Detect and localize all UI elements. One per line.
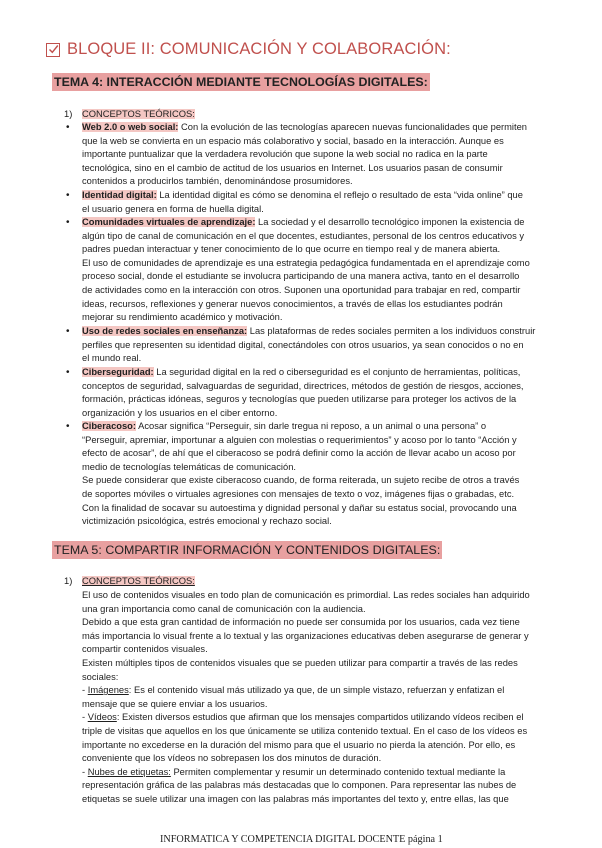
videos-dash: -: [82, 712, 88, 723]
bullet-icon: •: [66, 367, 70, 378]
checkbox-icon: [46, 43, 60, 57]
tema4-section-label: CONCEPTOS TEÓRICOS:: [82, 109, 195, 119]
tema5-section-number: 1): [64, 576, 73, 586]
tema5-title: TEMA 5: COMPARTIR INFORMACIÓN Y CONTENIDOS DIGITALES:: [54, 543, 441, 557]
bullet-icon: •: [66, 217, 70, 228]
bullet-icon: •: [66, 421, 70, 432]
imagenes-term: Imágenes: [87, 685, 129, 696]
block-title: BLOQUE II: COMUNICACIÓN Y COLABORACIÓN:: [67, 40, 451, 58]
bullet-icon: •: [66, 190, 70, 201]
block-heading: [46, 40, 451, 59]
nubes-dash: -: [82, 766, 88, 777]
tema4-section-number: 1): [64, 109, 73, 119]
tema5-intro: El uso de contenidos visuales en todo plan de comunicación es primordial. Las redes sociales han adquirido una gran importancia como canal de comunicación con la audiencia. Debido a que esta gran cantidad de información no puede ser consumida por los usuarios, cada vez tiene más importancia lo visual frente a lo textual y las organizaciones educativas deben asegurarse de generar y compartir contenidos visuales. Existen múltiples tipos de contenidos visuales que se pueden utilizar para compartir a través de las redes sociales: - Imágenes: Es el contenido visual más utilizado ya que, de un simple vistazo, refuerzan y enfatizan el mensaje que se quiere enviar a los usuarios. - Vídeos: Existen diversos estudios que afirman que los mensajes compartidos utilizando vídeos reciben el triple de visitas que aquellos en los que únicamente se utiliza contenido textual. En el caso de los vídeos es importante no excederse en la duración del mismo para que el usuario no pierda la atención. Por ello, es conveniente que los vídeos no sobrepasen los dos minutos de duración. - Nubes de etiquetas: Permiten complementar y resumir un determinado contenido textual mediante la representación gráfica de las palabras más destacadas que lo componen. Para representar las nubes de etiquetas se suele utilizar una imagen con las palabras más importantes del texto y, entre ellas, las que: [82, 590, 530, 804]
bullet-icon: •: [66, 122, 70, 133]
item-redes-sociales: Uso de redes sociales en enseñanza: Las plataformas de redes sociales permiten a los individuos construir perfiles que representen su identidad digital, conectándoles con otros usuarios, ya sean conocidos o no en el mundo real.: [82, 326, 536, 364]
videos-term: Vídeos: [87, 712, 117, 723]
bullet-icon: •: [66, 326, 70, 337]
item-identidad-digital: Identidad digital: La identidad digital es cómo se denomina el reflejo o resultado de esta “vida online” que el usuario genera en forma de huella digital.: [82, 190, 523, 214]
item-comunidades-virtuales: Comunidades virtuales de aprendizaje: La sociedad y el desarrollo tecnológico imponen la existencia de algún tipo de canal de comunicación en el que docentes, estudiantes, personal de los centros educativos y padres puedan interactuar y tener conocimiento de lo que ocurre en tiempo real y de manera abierta. El uso de comunidades de aprendizaje es una estrategia pedagógica fundamentada en el aprendizaje como proceso social, donde el estudiante se involucra participando de una manera activa, tanto en el desarrollo de actividades como en la interacción con otros. Suponen una oportunidad para trabajar en red, compartir ideas, recursos, reflexiones y generar nuevos conocimientos, a través de ellas los estudiantes podrán mejorar su rendimiento académico y motivación.: [82, 217, 530, 323]
imagenes-dash: -: [82, 685, 88, 696]
tema5-section-label: CONCEPTOS TEÓRICOS:: [82, 576, 195, 586]
tema4-title: TEMA 4: INTERACCIÓN MEDIANTE TECNOLOGÍAS DIGITALES:: [54, 75, 428, 89]
nubes-term: Nubes de etiquetas:: [87, 766, 171, 777]
item-web20: Web 2.0 o web social: Con la evolución de las tecnologías aparecen nuevas funcionalidades que permiten que la web se convierta en un espacio más colaborativo y social, basado en la interacción. Aunque es importante puntualizar que la verdadera revolución que supone la web social no radica en la parte tecnológica, sino en el cambio de actitud de los usuarios en Internet. Los usuarios pasan de consumir contenidos a producirlos también, denominándose prosumidores.: [82, 122, 527, 187]
item-ciberseguridad: Ciberseguridad: La seguridad digital en la red o ciberseguridad es el conjunto de herramientas, políticas, conceptos de seguridad, salvaguardas de seguridad, directrices, métodos de gestión de riesgos, acciones, formación, prácticas idóneas, seguros y tecnologías que pueden utilizarse para proteger los activos de la organización y los usuarios en el ciber entorno.: [82, 367, 524, 418]
item-ciberacoso: Ciberacoso: Acosar significa “Perseguir, sin darle tregua ni reposo, a un animal o una persona” o “Perseguir, apremiar, importunar a alguien con molestias o requerimientos” y acoso por lo tanto “Acción y efecto de acosar”, de ahí que el ciberacoso se podrá definir como la acción de llevar acabo un acoso por medio de tecnologías telemáticas de comunicación. Se puede considerar que existe ciberacoso cuando, de forma reiterada, un sujeto recibe de otros a través de soportes móviles o virtuales agresiones con mensajes de texto o voz, imágenes fijas o grabadas, etc. Con la finalidad de socavar su autoestima y dignidad personal y dañar su estatus social, provocando una victimización psicológica, estrés emocional y rechazo social.: [82, 421, 520, 527]
page-footer: INFORMATICA Y COMPETENCIA DIGITAL DOCENTE página 1: [160, 834, 443, 845]
